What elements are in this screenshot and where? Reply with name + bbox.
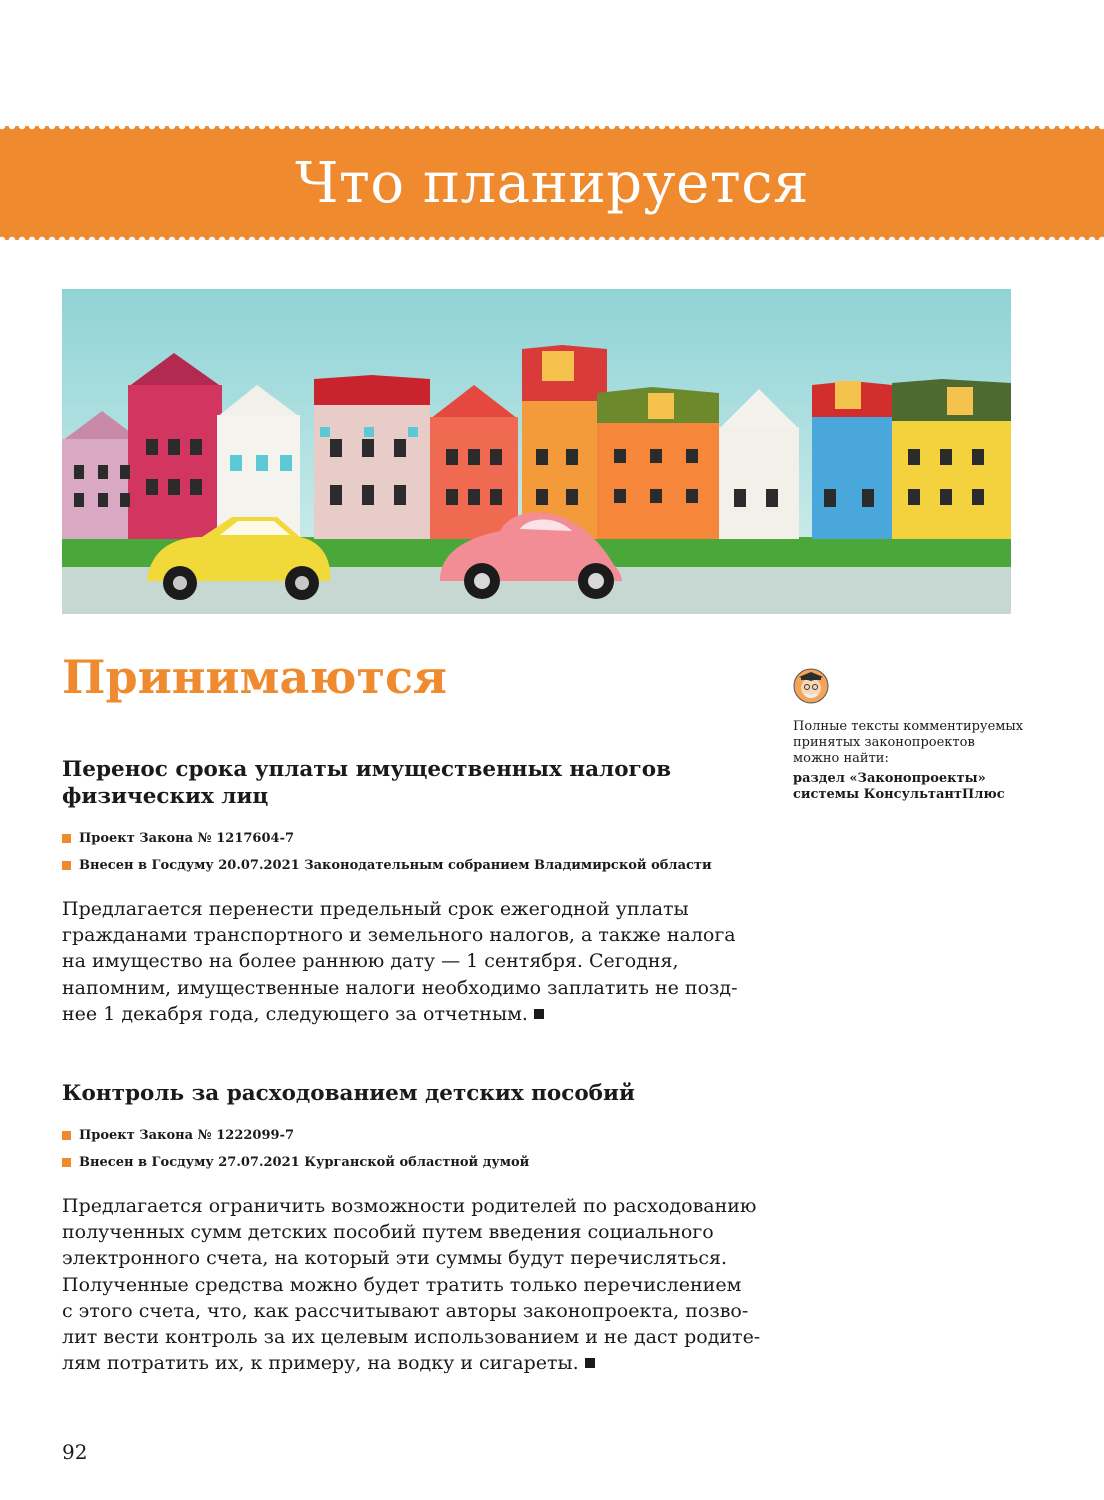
bullet-icon xyxy=(62,834,71,843)
end-mark-icon xyxy=(585,1358,595,1368)
article-property-tax xyxy=(62,756,752,1027)
article-body: Предлагается перенести предельный срок ежегодной уплаты гражданами транспортного и земельного налогов, а также налога на имущество на более раннюю дату — 1 сентября. Сегодня, напомним, имущественные налоги необходимо заплатить не позд- нее 1 декабря года, следующего за отчетным. xyxy=(62,898,738,1025)
sidebar-source: раздел «Законопроекты» системы КонсультантПлюс xyxy=(793,771,1005,802)
end-mark-icon xyxy=(534,1009,544,1019)
article-child-benefits xyxy=(62,1080,761,1376)
bill-number: Проект Закона № 1222099-7 xyxy=(62,1127,752,1144)
article-body: Предлагается ограничить возможности родителей по расходованию полученных сумм детских пособий путем введения социального электронного счета, на который эти суммы будут перечисляться. Полученные средства можно будет тратить только перечислением с этого счета, что, как рассчитывают авторы законопроекта, позво- лит вести контроль за их целевым использованием и не даст родите- лям потратить их, к примеру, на водку и сигареты. xyxy=(62,1195,761,1375)
bill-submission: Внесен в Госдуму 27.07.2021 Курганской областной думой xyxy=(62,1154,752,1171)
page-title: Что планируется xyxy=(295,150,809,216)
bullet-icon xyxy=(62,1131,71,1140)
article-title: Контроль за расходованием детских пособий xyxy=(62,1081,635,1106)
section-title: Принимаются xyxy=(62,650,447,704)
bill-submission: Внесен в Госдуму 20.07.2021 Законодательным собранием Владимирской области xyxy=(62,857,752,874)
houses-and-cars-illustration xyxy=(62,289,1011,614)
professor-avatar-icon xyxy=(793,668,829,704)
bill-number: Проект Закона № 1217604-7 xyxy=(62,830,752,847)
sidebar-note-text: Полные тексты комментируемых принятых законопроектов можно найти: xyxy=(793,719,1024,766)
bullet-icon xyxy=(62,861,71,870)
page-number: 92 xyxy=(62,1440,88,1464)
article-title: Перенос срока уплаты имущественных налогов физических лиц xyxy=(62,757,672,809)
bullet-icon xyxy=(62,1158,71,1167)
sidebar-note xyxy=(793,668,1023,803)
